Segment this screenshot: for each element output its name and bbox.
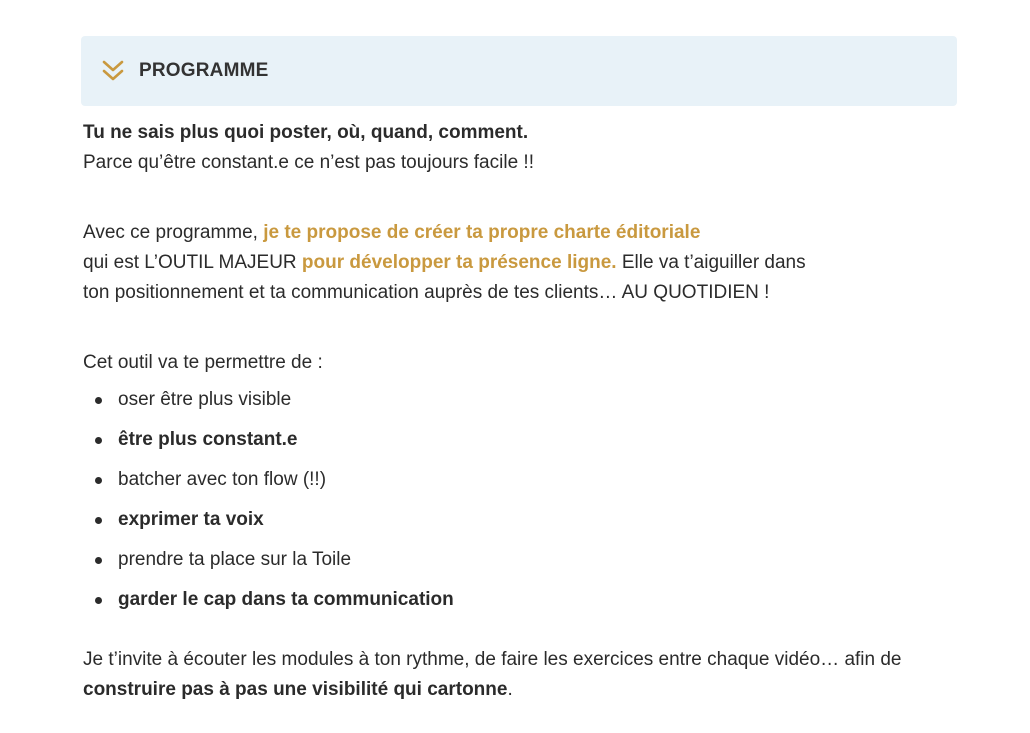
highlight-charte: je te propose de créer ta propre charte éditoriale [263,222,701,243]
double-chevron-down-icon [101,58,125,84]
list-item: exprimer ta voix [83,505,963,545]
program-paragraph-line3: ton positionnement et ta communication auprès de tes clients… AU QUOTIDIEN ! [83,282,770,303]
program-paragraph-line2: qui est L’OUTIL MAJEUR pour développer ta présence ligne. Elle va t’aiguiller dans [83,252,806,273]
highlight-presence: pour développer ta présence ligne. [301,252,617,273]
benefits-intro: Cet outil va te permettre de : [83,352,323,373]
list-item: être plus constant.e [83,425,963,465]
intro-subline: Parce qu’être constant.e ce n’est pas toujours facile !! [83,152,534,173]
list-item: batcher avec ton flow (!!) [83,465,963,505]
programme-accordion-header[interactable] [81,36,957,106]
program-paragraph-line1: Avec ce programme, je te propose de créer ta propre charte éditoriale [83,222,701,243]
benefits-list [83,385,963,625]
accordion-title: PROGRAMME [139,60,269,81]
outro-bold: construire pas à pas une visibilité qui cartonne [83,679,508,700]
list-item: prendre ta place sur la Toile [83,545,963,585]
programme-content [83,118,963,705]
outro-line1: Je t’invite à écouter les modules à ton rythme, de faire les exercices entre chaque vidéo… afin de [83,649,902,670]
intro-heading: Tu ne sais plus quoi poster, où, quand, comment. [83,122,529,143]
list-item: garder le cap dans ta communication [83,585,963,625]
list-item: oser être plus visible [83,385,963,425]
outro-line2: construire pas à pas une visibilité qui cartonne. [83,679,513,700]
